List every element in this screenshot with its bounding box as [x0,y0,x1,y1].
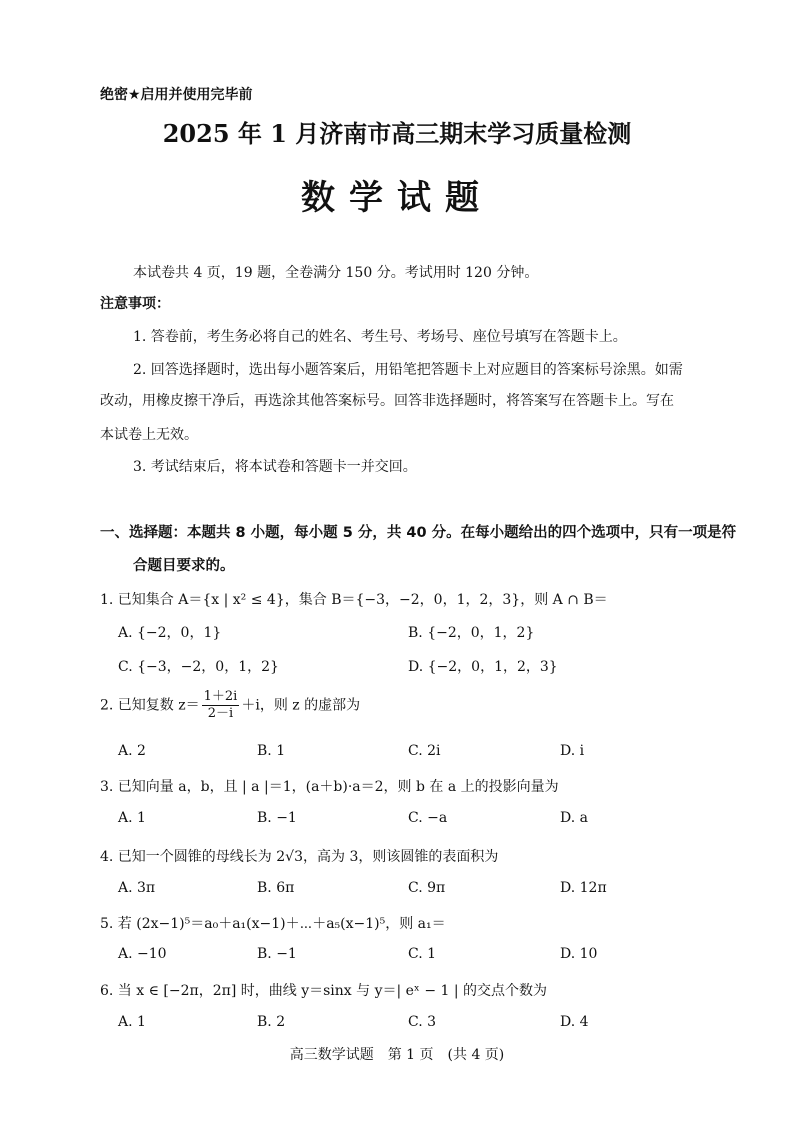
section-heading-cont: 合题目要求的。 [133,558,235,574]
question-5-option-b: B. −1 [257,946,297,962]
page-footer: 高三数学试题 第 1 页 (共 4 页) [289,1047,505,1063]
question-3-option-c: C. −a [408,810,448,826]
question-5-option-d: D. 10 [560,946,598,962]
question-1-option-c: C. {−3，−2，0，1，2} [118,659,279,675]
question-3-option-a: A. 1 [118,810,146,826]
question-4-stem: 4. 已知一个圆锥的母线长为 2√3，高为 3，则该圆锥的表面积为 [100,849,499,865]
notes-heading: 注意事项： [100,296,170,312]
section-heading: 一、选择题：本题共 8 小题，每小题 5 分，共 40 分。在每小题给出的四个选项中，只有一项是符 [100,525,737,541]
exam-title: 2025 年 1 月济南市高三期末学习质量检测 [162,119,632,148]
question-6-option-a: A. 1 [118,1014,146,1030]
question-6-option-c: C. 3 [408,1014,437,1030]
question-2-option-a: A. 2 [118,743,146,759]
question-2-stem [100,689,360,722]
note-item: 改动，用橡皮擦干净后，再选涂其他答案标号。回答非选择题时，将答案写在答题卡上。写在 [100,393,674,409]
question-1-option-a: A. {−2，0，1} [118,625,222,641]
question-5-stem: 5. 若 (2x−1)⁵＝a₀＋a₁(x−1)＋⋯＋a₅(x−1)⁵，则 a₁＝ [100,916,446,932]
question-1-option-b: B. {−2，0，1，2} [408,625,535,641]
question-2-stem-prefix: 2. 已知复数 z＝ [100,697,200,714]
note-item: 1. 答卷前，考生务必将自己的姓名、考生号、考场号、座位号填写在答题卡上。 [133,329,627,345]
question-2-option-d: D. i [560,743,585,759]
confidentiality-label: 绝密★启用并使用完毕前 [100,87,253,103]
question-2-option-c: C. 2i [408,743,441,759]
question-5-option-a: A. −10 [118,946,167,962]
question-6-option-b: B. 2 [257,1014,286,1030]
question-1-option-d: D. {−2，0，1，2，3} [408,659,558,675]
fraction [202,689,240,722]
question-3-stem: 3. 已知向量 a，b，且 | a |＝1，(a＋b)·a＝2，则 b 在 a 上的投影向量为 [100,779,559,795]
note-item: 3. 考试结束后，将本试卷和答题卡一并交回。 [133,459,417,475]
question-4-option-d: D. 12π [560,880,607,896]
question-5-option-c: C. 1 [408,946,437,962]
intro-text: 本试卷共 4 页，19 题，全卷满分 150 分。考试用时 120 分钟。 [133,265,539,281]
question-3-option-b: B. −1 [257,810,297,826]
fraction-denominator: 2－i [207,706,234,721]
subject-title: 数学试题 [301,178,493,218]
question-6-option-d: D. 4 [560,1014,589,1030]
fraction-numerator: 1＋2i [203,689,238,704]
note-item: 2. 回答选择题时，选出每小题答案后，用铅笔把答题卡上对应题目的答案标号涂黑。如需 [133,362,683,378]
question-1-stem: 1. 已知集合 A＝{x | x² ≤ 4}，集合 B＝{−3，−2，0，1，2，3}，则 A ∩ B＝ [100,592,608,608]
question-2-option-b: B. 1 [257,743,286,759]
note-item: 本试卷上无效。 [100,427,198,443]
question-2-stem-suffix: ＋i，则 z 的虚部为 [241,697,361,714]
question-4-option-b: B. 6π [257,880,295,896]
question-4-option-a: A. 3π [118,880,156,896]
question-4-option-c: C. 9π [408,880,446,896]
question-6-stem: 6. 当 x ∈ [−2π，2π] 时，曲线 y＝sinx 与 y＝| eˣ − 1 | 的交点个数为 [100,983,548,999]
question-3-option-d: D. a [560,810,588,826]
